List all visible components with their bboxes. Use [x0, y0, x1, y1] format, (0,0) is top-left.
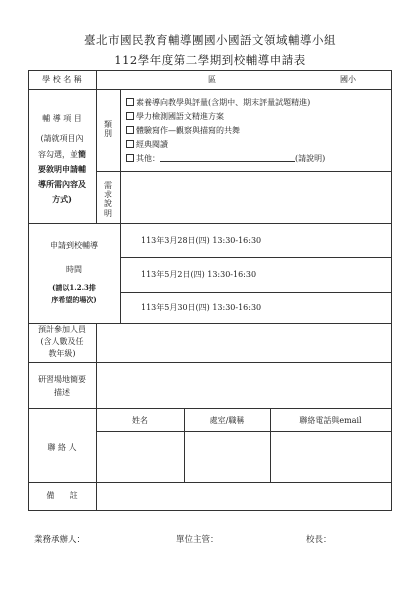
- category-option-classic-reading[interactable]: 經典閱讀: [126, 139, 168, 150]
- dates-label: 申請到校輔導: [50, 241, 98, 250]
- contact-header-phone-email: 聯絡電話與email: [299, 416, 362, 425]
- contact-label: 聯 絡 人: [47, 443, 77, 452]
- venue-label: 描述: [54, 388, 70, 397]
- category-option-assessment[interactable]: 學力檢測國語文精進方案: [126, 111, 224, 122]
- school-name-label: 學 校 名 稱: [42, 75, 82, 84]
- date-option[interactable]: 113年5月2日(四) 13:30-16:30: [141, 270, 257, 279]
- category-option-writing[interactable]: 體驗寫作—觀察與描寫的共舞: [126, 125, 240, 136]
- guidance-note: 方式): [52, 194, 72, 204]
- date-option[interactable]: 113年3月28日(四) 13:30-16:30: [141, 236, 262, 245]
- checkbox[interactable]: [126, 140, 134, 148]
- handler-signature-label: 業務承辦人：: [34, 535, 86, 545]
- contact-header-title: 處室/職稱: [209, 416, 245, 425]
- guidance-note: 容勾選，並簡: [38, 149, 86, 159]
- category-option-other[interactable]: 其他： (請說明): [126, 153, 325, 164]
- checkbox[interactable]: [126, 154, 134, 162]
- checkbox[interactable]: [126, 98, 134, 106]
- participants-note: (含人數及任: [40, 337, 84, 346]
- date-option[interactable]: 113年5月30日(四) 13:30-16:30: [141, 303, 262, 312]
- application-form-table: [28, 70, 392, 511]
- needs-label: 需求說明: [104, 181, 112, 218]
- form-subtitle: 112學年度第二學期到校輔導申請表: [114, 53, 306, 67]
- guidance-note: (請就項目內: [40, 134, 84, 143]
- elementary-school-label: 國小: [340, 75, 356, 84]
- guidance-items-label: 輔 導 項 目: [42, 114, 82, 123]
- dates-note: (請以1.2.3排: [52, 283, 96, 292]
- category-label: 類別: [104, 120, 112, 139]
- guidance-note: 導所需內容及: [38, 179, 86, 189]
- district-label: 區: [208, 75, 216, 84]
- supervisor-signature-label: 單位主管：: [176, 535, 219, 545]
- dates-time-label: 時間: [66, 265, 82, 274]
- checkbox[interactable]: [126, 112, 134, 120]
- guidance-note: 要敘明申請輔: [38, 164, 86, 174]
- checkbox[interactable]: [126, 126, 134, 134]
- participants-label: 預計參加人員: [38, 325, 86, 334]
- other-text-field[interactable]: [160, 154, 295, 162]
- category-option-literacy[interactable]: 素養導向教學與評量(含期中、期末評量試題精進): [126, 97, 310, 108]
- form-title: 臺北市國民教育輔導團國小國語文領域輔導小組: [84, 33, 336, 47]
- participants-note: 教年級): [48, 349, 76, 358]
- contact-header-name: 姓名: [132, 416, 148, 425]
- remarks-label: 備 註: [46, 491, 78, 500]
- dates-note: 序希望的場次): [51, 295, 97, 304]
- principal-signature-label: 校長：: [306, 535, 332, 545]
- venue-label: 研習場地簡要: [38, 375, 86, 384]
